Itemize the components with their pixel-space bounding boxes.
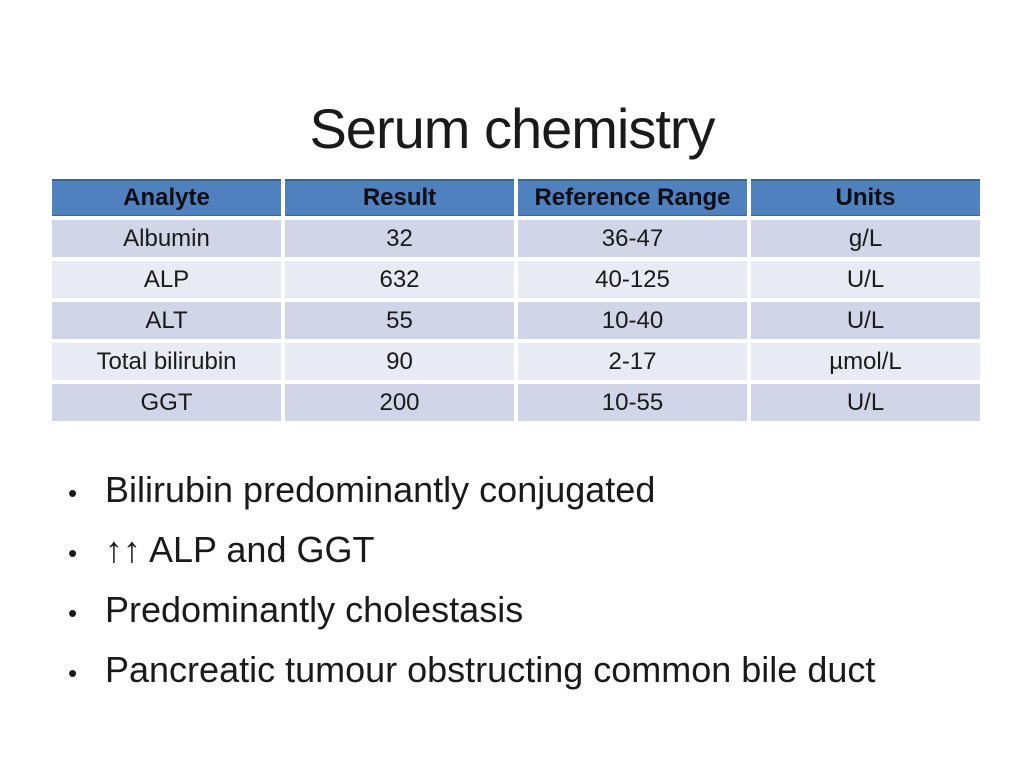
table-cell-result: 55 (285, 302, 514, 339)
table-header-result: Result (285, 179, 514, 216)
table-cell-analyte: GGT (52, 384, 281, 421)
bullet-text: ↑↑ ALP and GGT (105, 529, 375, 570)
table-cell-units: U/L (751, 261, 980, 298)
bullet-list (62, 468, 972, 708)
bullet-text: Predominantly cholestasis (105, 589, 524, 630)
table-cell-range: 2-17 (518, 343, 747, 380)
table-cell-analyte: ALP (52, 261, 281, 298)
table-cell-units: µmol/L (751, 343, 980, 380)
bullet-item (62, 648, 972, 695)
bullet-item (62, 528, 972, 575)
table-cell-units: U/L (751, 302, 980, 339)
bullet-item (62, 468, 972, 515)
table-cell-result: 200 (285, 384, 514, 421)
table-cell-analyte: ALT (52, 302, 281, 339)
bullet-icon: • (68, 538, 78, 568)
table-cell-analyte: Total bilirubin (52, 343, 281, 380)
table-header-analyte: Analyte (52, 179, 281, 216)
bullet-text: Bilirubin predominantly conjugated (105, 469, 656, 510)
table-cell-range: 10-40 (518, 302, 747, 339)
table-cell-analyte: Albumin (52, 220, 281, 257)
slide-title: Serum chemistry (309, 96, 715, 160)
table-header-reference-range: Reference Range (518, 179, 747, 216)
table-cell-range: 36-47 (518, 220, 747, 257)
table-cell-range: 10-55 (518, 384, 747, 421)
table-cell-result: 632 (285, 261, 514, 298)
bullet-icon: • (68, 478, 78, 508)
table-header-units: Units (751, 179, 980, 216)
table-cell-units: g/L (751, 220, 980, 257)
bullet-item (62, 588, 972, 635)
bullet-icon: • (68, 598, 78, 628)
bullet-icon: • (68, 658, 78, 688)
table-cell-result: 90 (285, 343, 514, 380)
table-cell-range: 40-125 (518, 261, 747, 298)
serum-chemistry-table (52, 179, 980, 421)
table-cell-result: 32 (285, 220, 514, 257)
table-cell-units: U/L (751, 384, 980, 421)
bullet-text: Pancreatic tumour obstructing common bile duct (105, 649, 876, 690)
